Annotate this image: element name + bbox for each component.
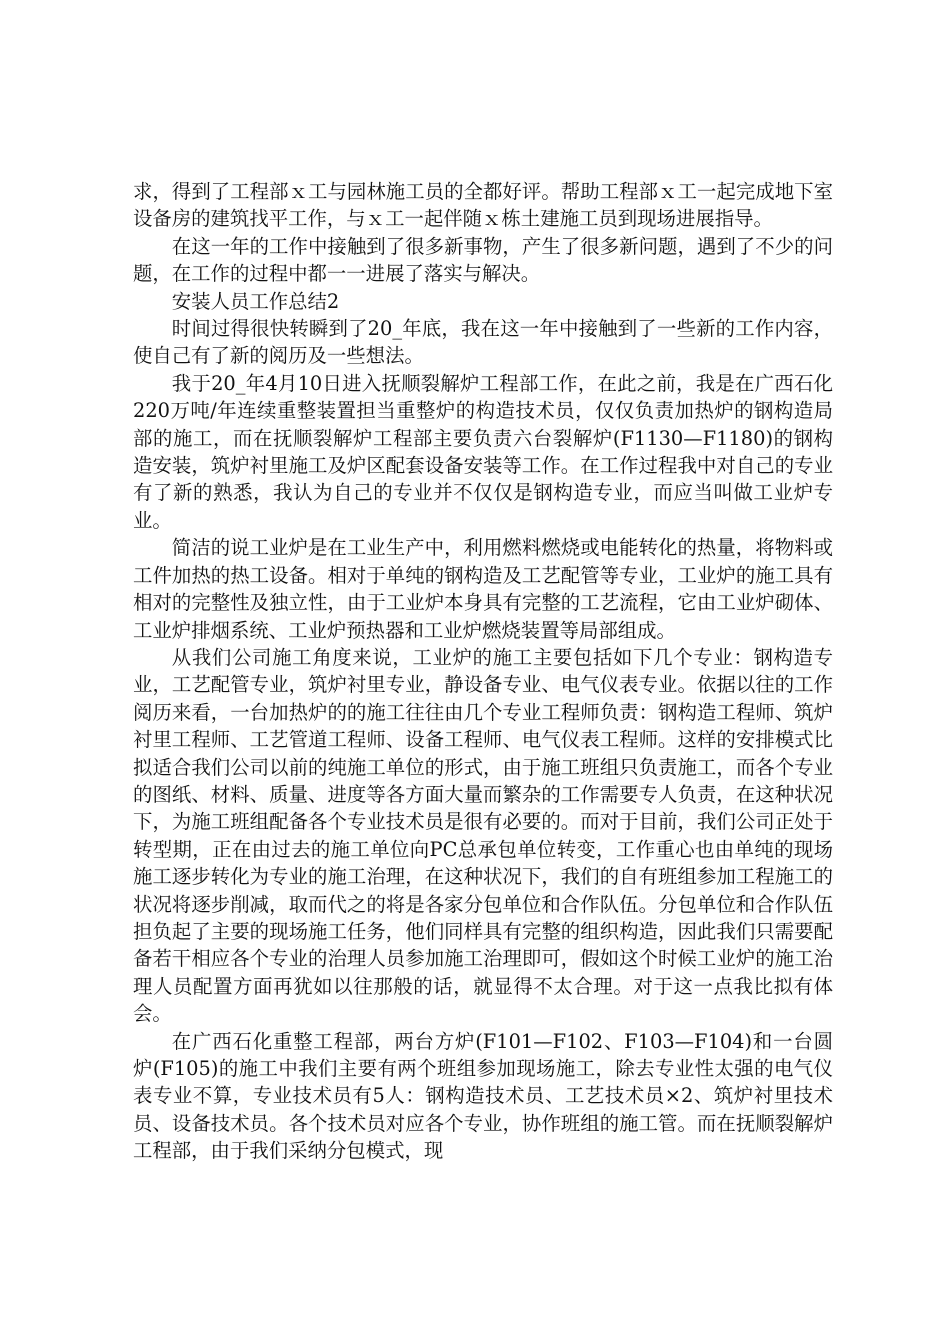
paragraph-new-problems: 在这一年的工作中接触到了很多新事物，产生了很多新问题，遇到了不少的问题，在工作的过程中都一一进展了落实与解决。: [133, 234, 833, 286]
document-body: [133, 178, 833, 1165]
paragraph-guangxi-project: 在广西石化重整工程部，两台方炉(F101—F102、F103—F104)和一台圆炉(F105)的施工中我们主要有两个班组参加现场施工，除去专业性太强的电气仪表专业不算，专业技术员有5人：钢构造技术员、工艺技术员×2、筑炉衬里技术员、设备技术员。各个技术员对应各个专业，协作班组的施工管。而在抚顺裂解炉工程部，由于我们采纳分包模式，现: [133, 1029, 833, 1163]
paragraph-industrial-furnace: 简洁的说工业炉是在工业生产中，利用燃料燃烧或电能转化的热量，将物料或工件加热的热工设备。相对于单纯的钢构造及工艺配管等专业，工业炉的施工具有相对的完整性及独立性，由于工业炉本身具有完整的工艺流程，它由工业炉砌体、工业炉排烟系统、工业炉预热器和工业炉燃烧装置等局部组成。: [133, 536, 833, 642]
section-heading: 安装人员工作总结2: [171, 289, 340, 313]
paragraph-intro: 时间过得很快转瞬到了20_年底，我在这一年中接触到了一些新的工作内容，使自己有了新的阅历及一些想法。: [133, 317, 833, 368]
paragraph-continuation: 求，得到了工程部ｘ工与园林施工员的全都好评。帮助工程部ｘ工一起完成地下室设备房的建筑找平工作，与ｘ工一起伴随ｘ栋土建施工员到现场进展指导。: [133, 180, 833, 231]
paragraph-joining: 我于20_年4月10日进入抚顺裂解炉工程部工作，在此之前，我是在广西石化220万吨/年连续重整装置担当重整炉的构造技术员，仅仅负责加热炉的钢构造局部的施工，而在抚顺裂解炉工程部主要负责六台裂解炉(F1130—F1180)的钢构造安装，筑炉衬里施工及炉区配套设备安装等工作。在工作过程我中对自己的专业有了新的熟悉，我认为自己的专业并不仅仅是钢构造专业，而应当叫做工业炉专业。: [133, 371, 833, 532]
paragraph-company-perspective: 从我们公司施工角度来说，工业炉的施工主要包括如下几个专业：钢构造专业，工艺配管专业，筑炉衬里专业，静设备专业、电气仪表专业。依据以往的工作阅历来看，一台加热炉的的施工往往由几个专业工程师负责：钢构造工程师、筑炉衬里工程师、工艺管道工程师、设备工程师、电气仪表工程师。这样的安排模式比拟适合我们公司以前的纯施工单位的形式，由于施工班组只负责施工，而各个专业的图纸、材料、质量、进度等各方面大量而繁杂的工作需要专人负责，在这种状况下，为施工班组配备各个专业技术员是很有必要的。而对于目前，我们公司正处于转型期，正在由过去的施工单位向PC总承包单位转变，工作重心也由单纯的现场施工逐步转化为专业的施工治理，在这种状况下，我们的自有班组参加工程施工的状况将逐步削减，取而代之的将是各家分包单位和合作队伍。分包单位和合作队伍担负起了主要的现场施工任务，他们同样具有完整的组织构造，因此我们只需要配备若干相应各个专业的治理人员参加施工治理即可，假如这个时候工业炉的施工治理人员配置方面再犹如以往那般的话，就显得不太合理。对于这一点我比拟有体会。: [133, 645, 833, 1026]
